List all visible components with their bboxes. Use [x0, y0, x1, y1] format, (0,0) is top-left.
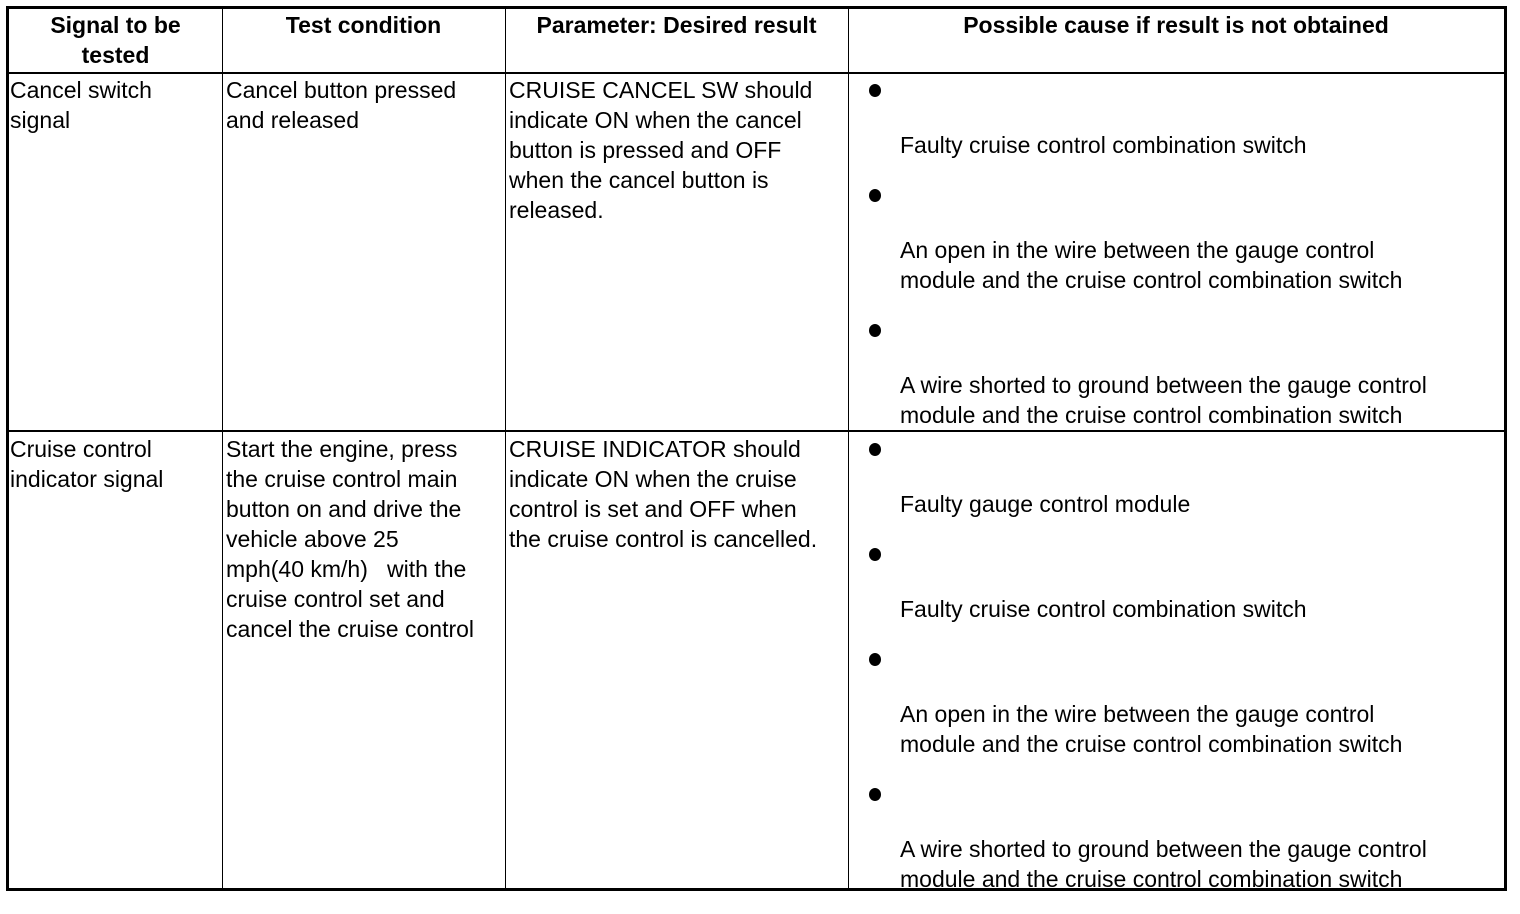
cause-line: Faulty cruise control combination switch: [900, 132, 1307, 158]
condition-text: the cruise control main: [226, 466, 458, 492]
result-text: the cruise control is cancelled.: [509, 526, 818, 552]
condition-cell: [226, 75, 456, 135]
cause-list-item: [848, 644, 1427, 759]
cause-line: Faulty gauge control module: [900, 491, 1191, 517]
result-cell: [509, 434, 817, 554]
cause-list-item: [848, 75, 1427, 160]
cause-text: [900, 370, 1427, 430]
cause-list-item: [848, 315, 1427, 430]
signal-text: Cancel switch: [10, 77, 152, 103]
result-text: CRUISE INDICATOR should: [509, 436, 801, 462]
signal-text: signal: [10, 107, 71, 133]
bullet-icon: [848, 315, 1427, 345]
result-text: indicate ON when the cancel: [509, 107, 802, 133]
condition-text: cancel the cruise control: [226, 616, 475, 642]
condition-text: cruise control set and: [226, 586, 445, 612]
causes-cell: [848, 434, 1427, 914]
cause-line: module and the cruise control combination switch: [900, 402, 1403, 428]
bullet-icon: [848, 434, 1427, 464]
condition-text: mph(40 km/h) with the: [226, 556, 467, 582]
cause-line: Faulty cruise control combination switch: [900, 596, 1307, 622]
header-text: tested: [81, 42, 150, 68]
signal-text: indicator signal: [10, 466, 164, 492]
header-text: Parameter: Desired result: [536, 12, 817, 38]
cause-text: [900, 699, 1427, 759]
result-text: control is set and OFF when: [509, 496, 797, 522]
header-text: Possible cause if result is not obtained: [963, 12, 1389, 38]
bullet-icon: [848, 180, 1427, 210]
header-text: Signal to be: [50, 12, 181, 38]
condition-cell: [226, 434, 474, 644]
column-divider: [505, 9, 506, 888]
condition-text: and released: [226, 107, 359, 133]
cause-line: module and the cruise control combination switch: [900, 866, 1403, 892]
cause-list-item: [848, 180, 1427, 295]
column-divider: [222, 9, 223, 888]
signal-cell: [10, 75, 152, 135]
bullet-icon: [848, 779, 1427, 809]
cause-list-item: [848, 539, 1427, 624]
cause-line: An open in the wire between the gauge control: [900, 701, 1375, 727]
cause-text: [900, 235, 1427, 295]
header-cell: [222, 10, 505, 40]
result-text: when the cancel button is: [509, 167, 769, 193]
result-text: indicate ON when the cruise: [509, 466, 797, 492]
row-divider: [9, 72, 1504, 74]
cause-list-item: [848, 434, 1427, 519]
header-text: Test condition: [285, 12, 442, 38]
condition-text: Cancel button pressed: [226, 77, 457, 103]
result-cell: [509, 75, 812, 225]
cause-list-item: [848, 779, 1427, 894]
bullet-icon: [848, 539, 1427, 569]
bullet-icon: [848, 644, 1427, 674]
cause-line: A wire shorted to ground between the gauge control: [900, 372, 1427, 398]
signal-cell: [10, 434, 163, 494]
cause-text: [900, 489, 1427, 519]
result-text: button is pressed and OFF: [509, 137, 782, 163]
result-text: released.: [509, 197, 604, 223]
diagnostic-table: [6, 6, 1507, 891]
header-cell: [9, 10, 222, 70]
result-text: CRUISE CANCEL SW should: [509, 77, 813, 103]
signal-text: Cruise control: [10, 436, 152, 462]
condition-text: Start the engine, press: [226, 436, 458, 462]
cause-text: [900, 130, 1427, 160]
cause-line: An open in the wire between the gauge control: [900, 237, 1375, 263]
cause-text: [900, 594, 1427, 624]
condition-text: button on and drive the: [226, 496, 462, 522]
causes-cell: [848, 75, 1427, 450]
header-cell: [505, 10, 848, 40]
cause-line: module and the cruise control combination switch: [900, 267, 1403, 293]
header-cell: [848, 10, 1504, 40]
condition-text: vehicle above 25: [226, 526, 399, 552]
bullet-icon: [848, 75, 1427, 105]
cause-text: [900, 834, 1427, 894]
cause-line: module and the cruise control combination switch: [900, 731, 1403, 757]
cause-line: A wire shorted to ground between the gauge control: [900, 836, 1427, 862]
